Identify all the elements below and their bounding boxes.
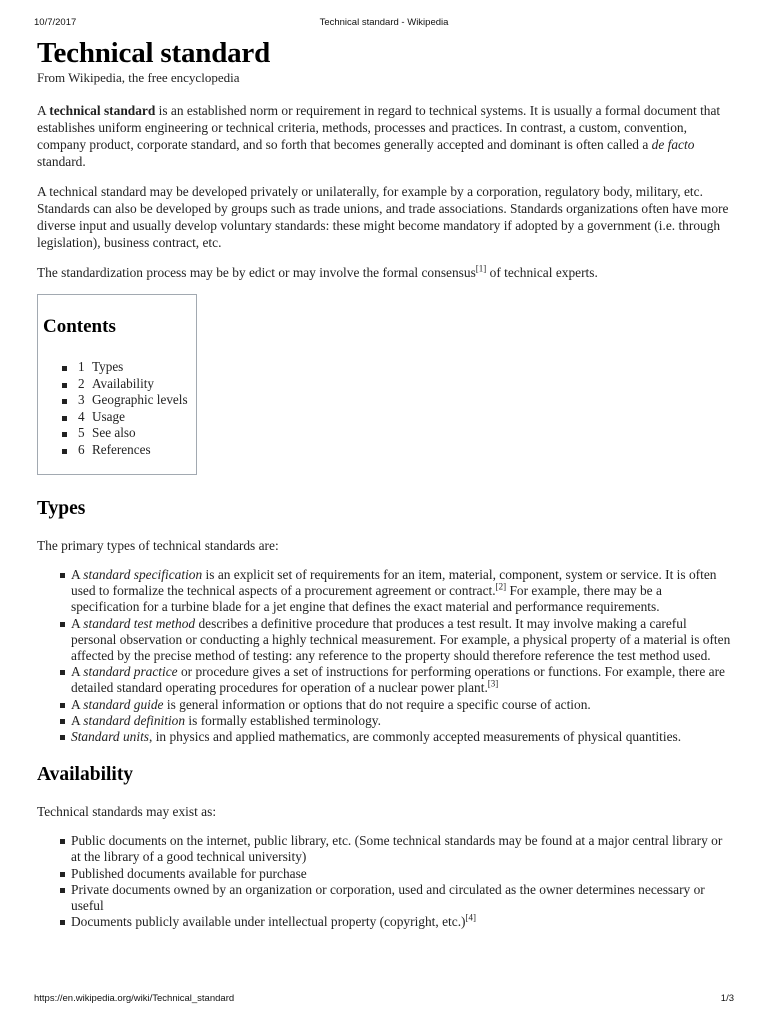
reference-link[interactable]: [2] (495, 581, 507, 592)
bold-term: technical standard (49, 103, 156, 118)
toc-item-see-also[interactable]: 5 See also (62, 425, 188, 442)
print-page-title: Technical standard - Wikipedia (319, 17, 449, 28)
types-list (37, 567, 733, 745)
toc-item-references[interactable]: 6 References (62, 442, 188, 459)
intro-paragraph-1: A technical standard is an established norm or requirement in regard to technical systems. It is usually a formal document that establishes uniform engineering or technical criteria, methods, processes and practices. In contrast, a custom, convention, company product, corporate standard, and so forth that becomes generally accepted and dominant is often called a de facto standard. (37, 103, 721, 169)
list-item: A standard specification is an explicit set of requirements for an item, material, component, system or service. It is often used to formalize the technical aspects of a procurement agreement or contract.[2] For example, there may be a specification for a turbine blade for a jet engine that defines the exact material and performance requirements. (37, 567, 733, 616)
intro-paragraph-2: A technical standard may be developed privately or unilaterally, for example by a corporation, regulatory body, military, etc. Standards can also be developed by groups such as trade unions, and trade associations. Standards organizations often have more diverse input and usually develop voluntary standards: these might become mandatory if adopted by a government (i.e. through legislation), business contract, etc. (37, 184, 729, 250)
article-content (37, 36, 733, 948)
print-footer (0, 993, 768, 1007)
print-page-number: 1/3 (720, 993, 734, 1004)
toc-list (62, 359, 188, 459)
list-item: A standard practice or procedure gives a set of instructions for performing operations or functions. For example, there are detailed standard operating procedures for operation of a nuclear power plant.[3] (37, 664, 733, 696)
list-item: A standard definition is formally established terminology. (37, 713, 733, 729)
toc-title: Contents (43, 316, 116, 337)
print-url: https://en.wikipedia.org/wiki/Technical_standard (34, 993, 235, 1004)
reference-link[interactable]: [3] (487, 678, 499, 689)
tagline: From Wikipedia, the free encyclopedia (37, 70, 240, 85)
list-item: A standard test method describes a definitive procedure that produces a test result. It may involve making a careful personal observation or conducting a highly technical measurement. For example, a physical property of a material is often affected by the precise method of testing: any reference to the property should therefore reference the test method used. (37, 616, 733, 665)
toc-item-types[interactable]: 1 Types (62, 359, 188, 376)
section-heading-availability: Availability (37, 764, 134, 786)
list-item: Standard units, in physics and applied mathematics, are commonly accepted measurements of physical quantities. (37, 729, 733, 745)
list-item: Documents publicly available under intellectual property (copyright, etc.)[4] (37, 914, 733, 930)
reference-link[interactable]: [1] (475, 263, 487, 274)
toc-item-geographic-levels[interactable]: 3 Geographic levels (62, 392, 188, 409)
types-intro: The primary types of technical standards are: (37, 538, 279, 553)
reference-link[interactable]: [4] (465, 912, 477, 923)
italic-term[interactable]: de facto (651, 137, 695, 152)
print-header (0, 17, 768, 31)
list-item: Private documents owned by an organization or corporation, used and circulated as the owner determines necessary or useful (37, 882, 733, 914)
list-item: Public documents on the internet, public library, etc. (Some technical standards may be found at a major central library or at the library of a good technical university) (37, 833, 733, 865)
availability-intro: Technical standards may exist as: (37, 804, 217, 820)
table-of-contents (37, 294, 197, 475)
toc-item-usage[interactable]: 4 Usage (62, 409, 188, 426)
availability-list (37, 833, 733, 930)
section-heading-types: Types (37, 498, 86, 519)
page-title: Technical standard (37, 37, 271, 69)
toc-item-availability[interactable]: 2 Availability (62, 376, 188, 393)
list-item: A standard guide is general information or options that do not require a specific course of action. (37, 697, 733, 713)
intro-paragraph-3: The standardization process may be by edict or may involve the formal consensus[1] of technical experts. (37, 263, 598, 280)
print-date: 10/7/2017 (34, 17, 77, 28)
list-item: Published documents available for purchase (37, 866, 733, 882)
